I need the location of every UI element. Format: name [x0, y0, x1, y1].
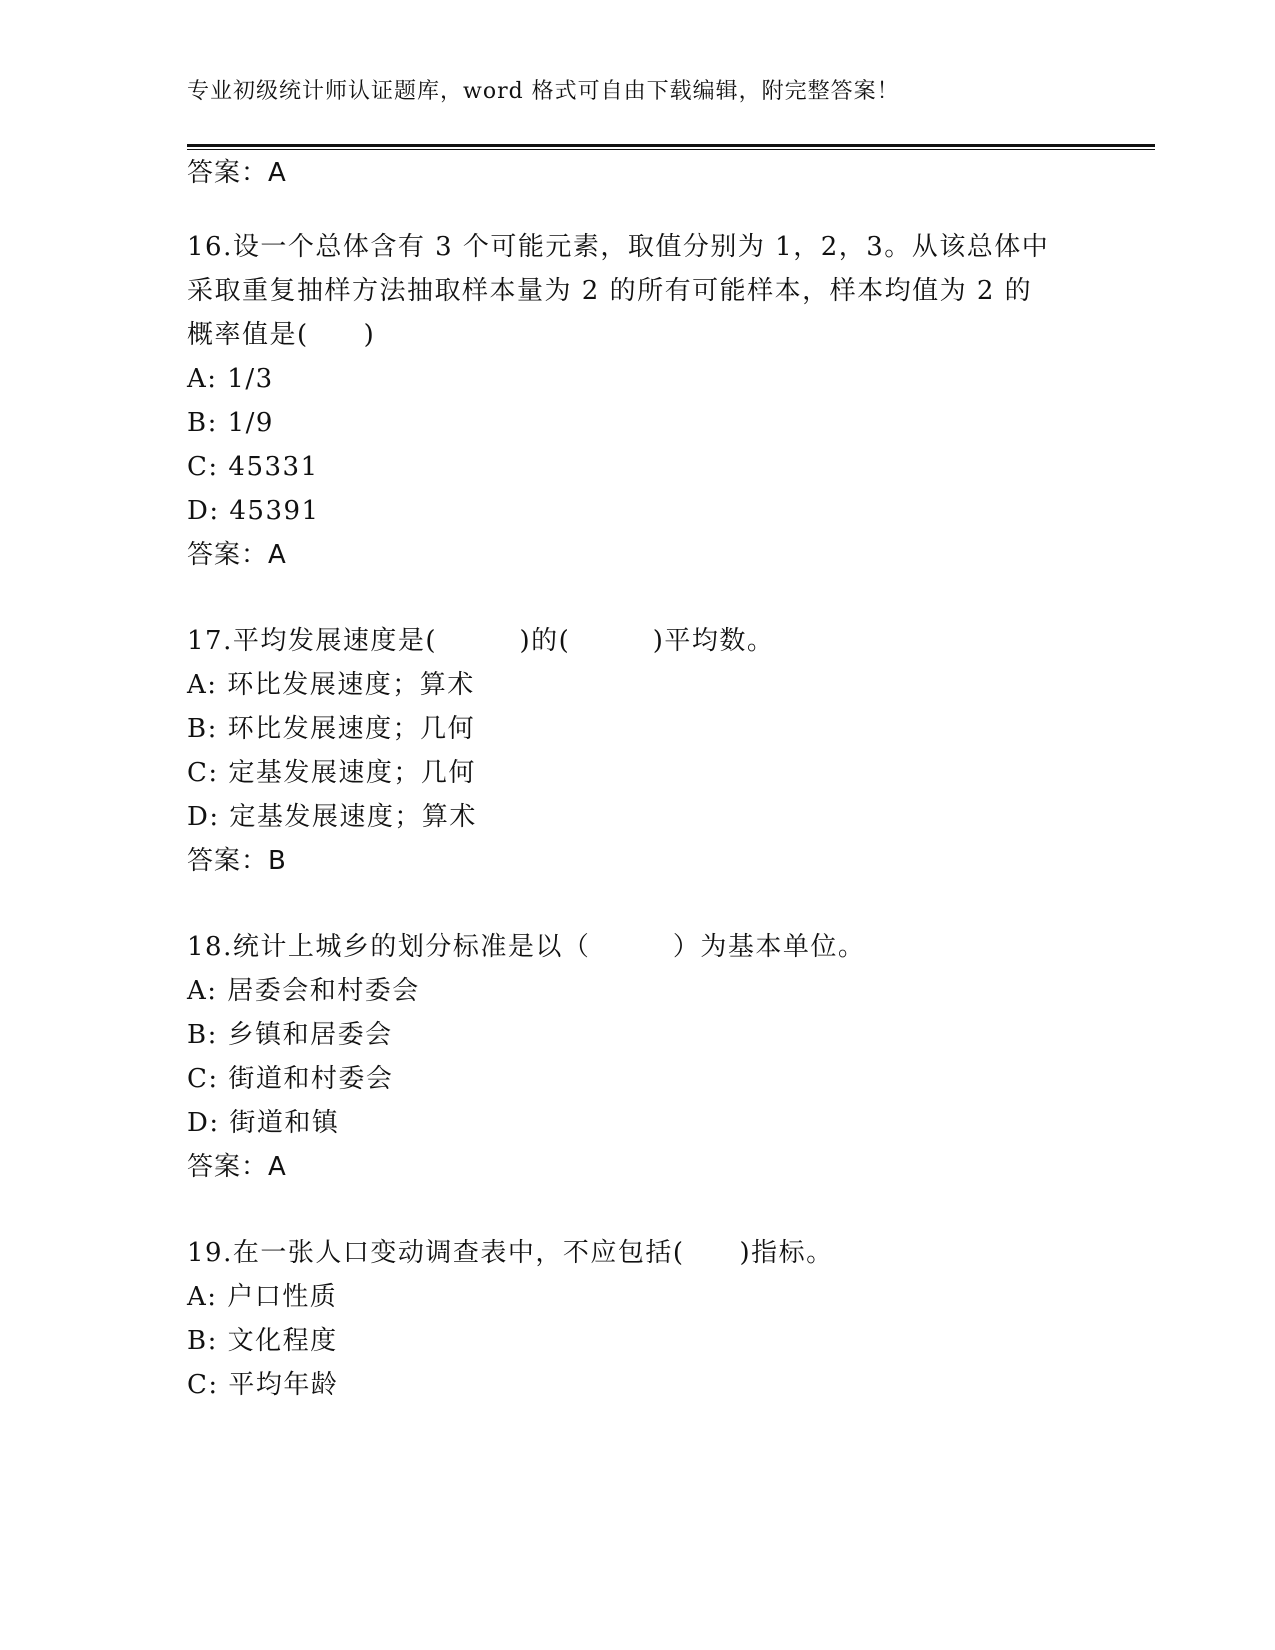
header-divider-thin — [187, 149, 1155, 150]
answer-line: 答案：A — [187, 1152, 287, 1182]
question-line: 概率值是( ) — [187, 320, 376, 350]
answer-line: 答案：A — [187, 158, 287, 188]
question-line: D: 街道和镇 — [187, 1108, 340, 1138]
question-line: D: 45391 — [187, 496, 320, 526]
question-line: B: 文化程度 — [187, 1326, 338, 1356]
question-line: A: 环比发展速度；算术 — [187, 670, 475, 700]
question-line: A: 1/3 — [187, 364, 274, 394]
question-line: D: 定基发展速度；算术 — [187, 802, 477, 832]
question-line: 18.统计上城乡的划分标准是以（ ）为基本单位。 — [187, 932, 866, 962]
question-line: 19.在一张人口变动调查表中，不应包括( )指标。 — [187, 1238, 834, 1268]
answer-line: 答案：B — [187, 846, 287, 876]
question-line: 17.平均发展速度是( )的( )平均数。 — [187, 626, 775, 656]
question-line: C: 平均年龄 — [187, 1370, 339, 1400]
question-line: 采取重复抽样方法抽取样本量为 2 的所有可能样本，样本均值为 2 的 — [187, 276, 1033, 306]
question-line: C: 45331 — [187, 452, 319, 482]
question-line: C: 定基发展速度；几何 — [187, 758, 476, 788]
answer-line: 答案：A — [187, 540, 287, 570]
header-divider-thick — [187, 144, 1155, 147]
question-line: A: 居委会和村委会 — [187, 976, 420, 1006]
question-line: B: 乡镇和居委会 — [187, 1020, 393, 1050]
question-line: B: 1/9 — [187, 408, 274, 438]
question-line: B: 环比发展速度；几何 — [187, 714, 476, 744]
question-line: C: 街道和村委会 — [187, 1064, 394, 1094]
question-line: 16.设一个总体含有 3 个可能元素，取值分别为 1，2，3。从该总体中 — [187, 232, 1050, 262]
question-line: A: 户口性质 — [187, 1282, 338, 1312]
page-header: 专业初级统计师认证题库，word 格式可自由下载编辑，附完整答案！ — [187, 79, 900, 104]
